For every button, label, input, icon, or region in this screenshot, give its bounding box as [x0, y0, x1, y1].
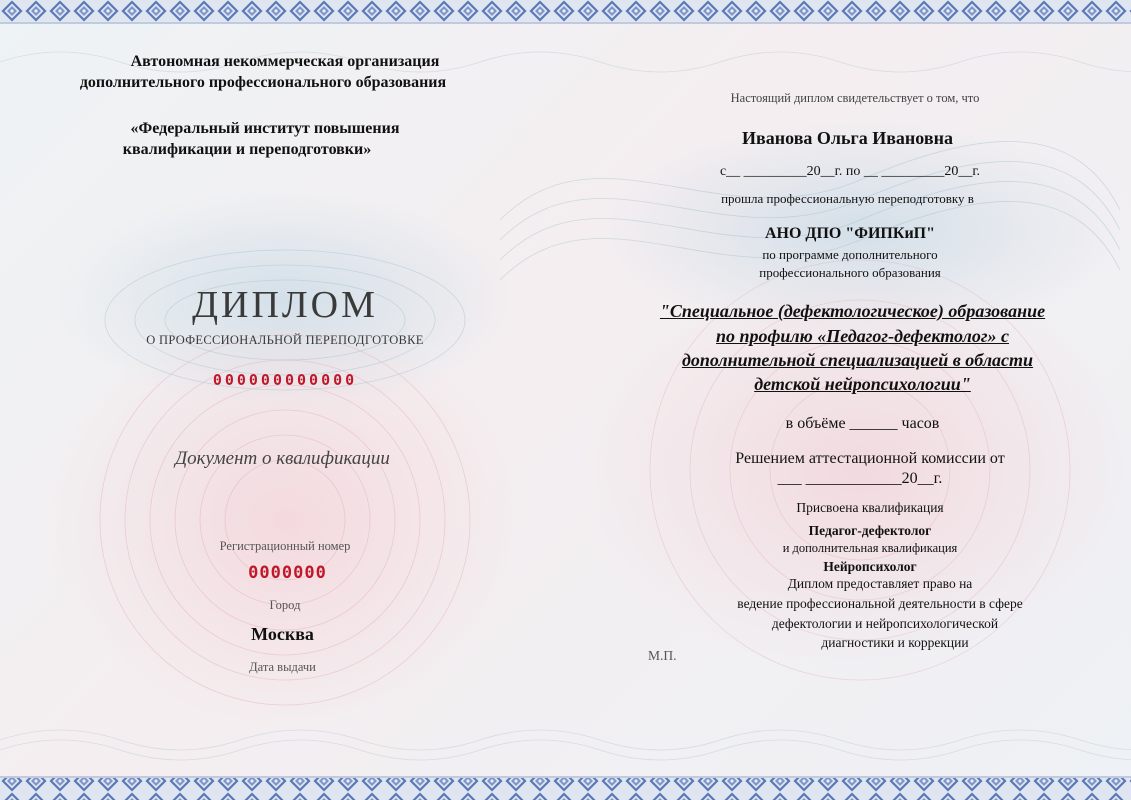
document-type: Документ о квалификации [175, 448, 390, 469]
issue-date-label: Дата выдачи [249, 660, 316, 674]
program-title-line2: по профилю «Педагог-дефектолог» с [716, 326, 1009, 346]
rights-line2: ведение профессиональной деятельности в сфере [737, 596, 1023, 611]
city-value: Москва [251, 624, 314, 644]
program-line2: профессионального образования [759, 265, 941, 280]
institute-name-line2: квалификации и переподготовки» [122, 141, 372, 158]
program-title-line4: детской нейропсихологии" [754, 374, 971, 394]
qualification-value: Педагог-дефектолог [808, 523, 932, 538]
stamp-place: М.П. [648, 648, 677, 663]
registration-number: 0000000 [248, 563, 327, 583]
diploma-title: ДИПЛОМ [192, 284, 378, 326]
program-title-line3: дополнительной специализацией в области [681, 350, 1034, 370]
bottom-border [0, 778, 1131, 800]
program-line1: по программе дополнительного [762, 247, 938, 262]
organization-short-name: АНО ДПО "ФИПКиП" [764, 225, 935, 242]
hours-volume: в объёме ______ часов [785, 415, 940, 432]
rights-line3: дефектологии и нейропсихологической [771, 616, 999, 631]
completed-text: прошла профессиональную переподготовку в [721, 191, 974, 206]
rights-line4: диагностики и коррекции [821, 635, 969, 650]
top-border [0, 0, 1131, 22]
org-name-line2: дополнительного профессионального образования [79, 74, 447, 91]
study-period: с__ _________20__г. по __ _________20__г. [719, 164, 981, 179]
institute-name-line1: «Федеральный институт повышения [130, 120, 400, 137]
certifies-text: Настоящий диплом свидетельствует о том, что [730, 91, 980, 105]
serial-number: 000000000000 [212, 371, 358, 389]
registration-label: Регистрационный номер [219, 539, 351, 553]
org-name-line1: Автономная некоммерческая организация [130, 53, 440, 70]
additional-qualification-value: Нейропсихолог [823, 559, 917, 574]
diploma-subtitle: О ПРОФЕССИОНАЛЬНОЙ ПЕРЕПОДГОТОВКЕ [146, 333, 424, 347]
rights-line1: Диплом предоставляет право на [787, 576, 973, 591]
commission-line2: ___ ____________20__г. [777, 470, 943, 487]
commission-line1: Решением аттестационной комиссии от [735, 450, 1005, 467]
person-name: Иванова Ольга Ивановна [742, 128, 953, 148]
city-label: Город [269, 598, 301, 612]
qualification-label: Присвоена квалификация [796, 500, 944, 515]
additional-qualification-label: и дополнительная квалификация [782, 541, 958, 555]
program-title-line1: "Специальное (дефектологическое) образование [659, 301, 1046, 321]
